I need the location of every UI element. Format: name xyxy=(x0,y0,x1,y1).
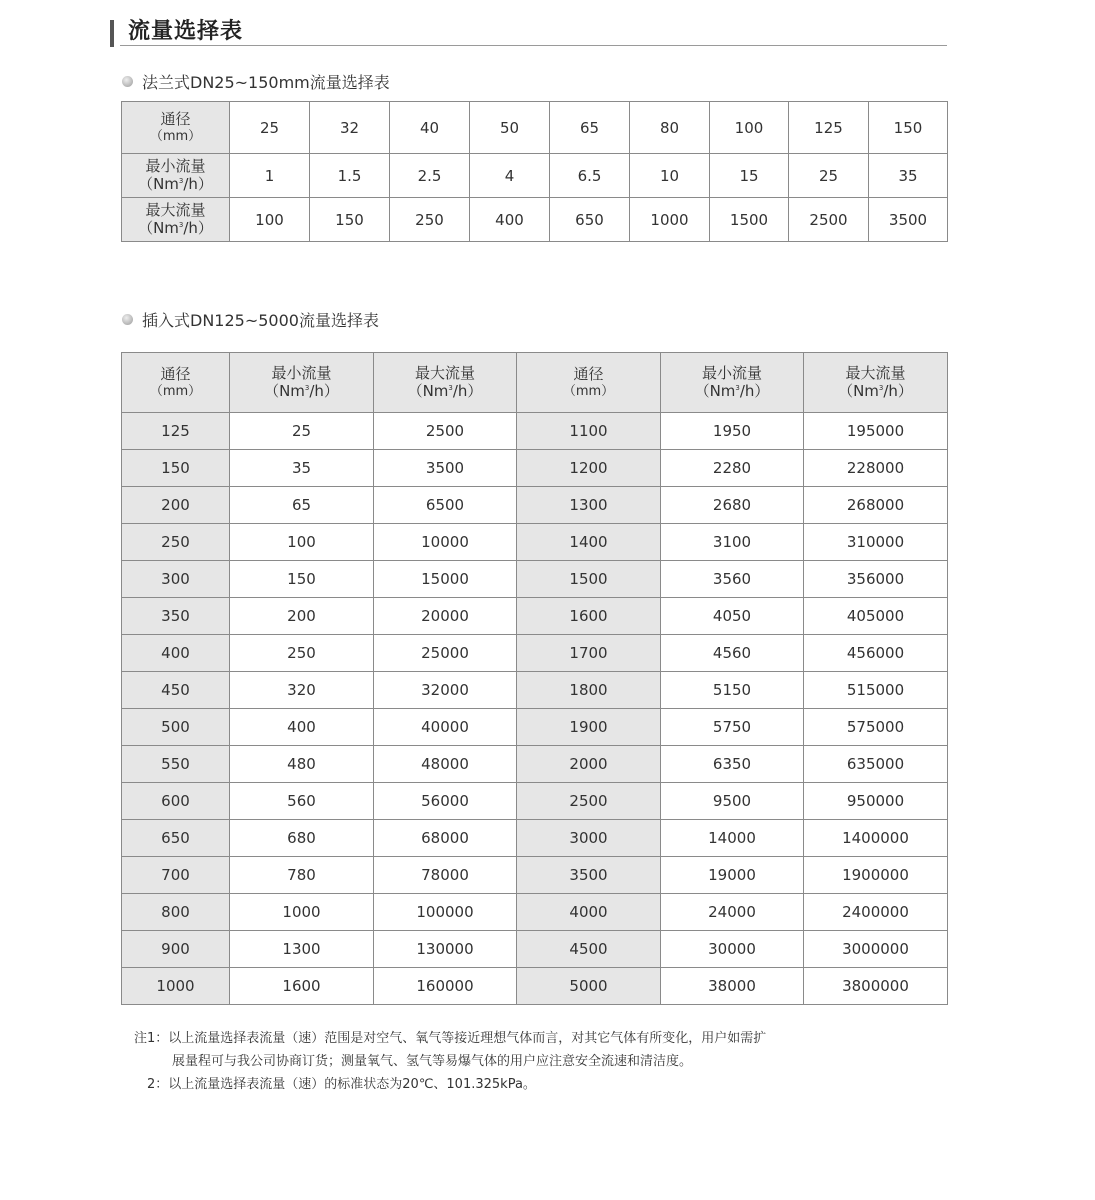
table-cell: 400 xyxy=(230,709,374,746)
table-cell: 25000 xyxy=(374,635,517,672)
column-header: 最小流量 （Nm$^3$/h） xyxy=(661,353,804,413)
table-cell: 400 xyxy=(122,635,230,672)
table-cell: 1300 xyxy=(517,487,661,524)
table-cell: 250 xyxy=(122,524,230,561)
table-cell: 48000 xyxy=(374,746,517,783)
table-cell: 4500 xyxy=(517,931,661,968)
table-cell: 1950 xyxy=(661,413,804,450)
table-cell: 14000 xyxy=(661,820,804,857)
table-cell: 200 xyxy=(230,598,374,635)
table-row xyxy=(122,894,948,931)
table-cell: 456000 xyxy=(804,635,948,672)
table-cell: 405000 xyxy=(804,598,948,635)
table-row xyxy=(122,783,948,820)
table-row xyxy=(122,931,948,968)
table-cell: 150 xyxy=(869,102,948,154)
table-cell: 900 xyxy=(122,931,230,968)
table-row xyxy=(122,198,948,242)
table-row xyxy=(122,487,948,524)
table-cell: 1100 xyxy=(517,413,661,450)
page-title: 流量选择表 xyxy=(128,19,244,44)
table-cell: 268000 xyxy=(804,487,948,524)
table-cell: 56000 xyxy=(374,783,517,820)
row-header-max-flow: 最大流量 （Nm$^3$/h） xyxy=(122,198,230,242)
table-cell: 10000 xyxy=(374,524,517,561)
table-cell: 25 xyxy=(230,413,374,450)
table-cell: 1600 xyxy=(230,968,374,1005)
table-cell: 300 xyxy=(122,561,230,598)
table-cell: 3000000 xyxy=(804,931,948,968)
table-cell: 1800 xyxy=(517,672,661,709)
table-cell: 19000 xyxy=(661,857,804,894)
table-cell: 635000 xyxy=(804,746,948,783)
table-cell: 4050 xyxy=(661,598,804,635)
table-row xyxy=(122,598,948,635)
table-cell: 6500 xyxy=(374,487,517,524)
table-cell: 400 xyxy=(470,198,550,242)
table-cell: 1000 xyxy=(230,894,374,931)
table-cell: 780 xyxy=(230,857,374,894)
column-header: 通径 （mm） xyxy=(122,353,230,413)
table-cell: 650 xyxy=(550,198,630,242)
table-cell: 700 xyxy=(122,857,230,894)
table-row xyxy=(122,709,948,746)
table-cell: 35 xyxy=(869,154,948,198)
column-header: 最小流量 （Nm$^3$/h） xyxy=(230,353,374,413)
table-cell: 2500 xyxy=(374,413,517,450)
table-row xyxy=(122,524,948,561)
table-cell: 100 xyxy=(230,524,374,561)
table-cell: 20000 xyxy=(374,598,517,635)
table-cell: 125 xyxy=(789,102,869,154)
table-cell: 35 xyxy=(230,450,374,487)
table-row xyxy=(122,672,948,709)
footnotes xyxy=(134,1027,766,1096)
table-cell: 150 xyxy=(310,198,390,242)
table-cell: 40000 xyxy=(374,709,517,746)
table-header-row xyxy=(122,353,948,413)
table-cell: 15000 xyxy=(374,561,517,598)
table-cell: 1300 xyxy=(230,931,374,968)
table-cell: 40 xyxy=(390,102,470,154)
table-cell: 3100 xyxy=(661,524,804,561)
table-cell: 1500 xyxy=(517,561,661,598)
table-cell: 480 xyxy=(230,746,374,783)
table-cell: 1700 xyxy=(517,635,661,672)
table-cell: 65 xyxy=(550,102,630,154)
header-divider xyxy=(120,45,947,46)
table-cell: 500 xyxy=(122,709,230,746)
table-cell: 1500 xyxy=(710,198,789,242)
table-cell: 65 xyxy=(230,487,374,524)
table-row xyxy=(122,154,948,198)
table-cell: 80 xyxy=(630,102,710,154)
table-cell: 160000 xyxy=(374,968,517,1005)
table-cell: 2680 xyxy=(661,487,804,524)
column-header: 通径 （mm） xyxy=(517,353,661,413)
table-cell: 356000 xyxy=(804,561,948,598)
table-cell: 32000 xyxy=(374,672,517,709)
table-cell: 4560 xyxy=(661,635,804,672)
bullet-icon xyxy=(122,314,133,325)
table-cell: 25 xyxy=(789,154,869,198)
table-cell: 680 xyxy=(230,820,374,857)
table-cell: 130000 xyxy=(374,931,517,968)
table-cell: 1400 xyxy=(517,524,661,561)
table-cell: 575000 xyxy=(804,709,948,746)
table-cell: 32 xyxy=(310,102,390,154)
table-cell: 250 xyxy=(390,198,470,242)
table-cell: 1900000 xyxy=(804,857,948,894)
table-cell: 68000 xyxy=(374,820,517,857)
table-cell: 3500 xyxy=(517,857,661,894)
flange-heading-text: 法兰式DN25~150mm流量选择表 xyxy=(142,73,390,92)
note-2: 2：以上流量选择表流量（速）的标准状态为20℃、101.325kPa。 xyxy=(147,1077,536,1092)
table-cell: 1900 xyxy=(517,709,661,746)
table-cell: 195000 xyxy=(804,413,948,450)
table-cell: 2000 xyxy=(517,746,661,783)
table-cell: 25 xyxy=(230,102,310,154)
column-header: 最大流量 （Nm$^3$/h） xyxy=(804,353,948,413)
insert-flow-table xyxy=(121,352,948,1005)
table-cell: 50 xyxy=(470,102,550,154)
table-cell: 3000 xyxy=(517,820,661,857)
table-row xyxy=(122,746,948,783)
table-cell: 4000 xyxy=(517,894,661,931)
note-1-line-1: 注1：以上流量选择表流量（速）范围是对空气、氧气等接近理想气体而言，对其它气体有所变化，用户如需扩 xyxy=(134,1031,767,1046)
flange-section-heading xyxy=(122,72,390,94)
table-row xyxy=(122,450,948,487)
table-cell: 100000 xyxy=(374,894,517,931)
table-row xyxy=(122,968,948,1005)
table-cell: 78000 xyxy=(374,857,517,894)
table-cell: 30000 xyxy=(661,931,804,968)
note-1-line-2: 展量程可与我公司协商订货；测量氧气、氢气等易爆气体的用户应注意安全流速和清洁度。 xyxy=(172,1054,693,1069)
table-cell: 1000 xyxy=(630,198,710,242)
column-header: 最大流量 （Nm$^3$/h） xyxy=(374,353,517,413)
table-cell: 6.5 xyxy=(550,154,630,198)
table-cell: 9500 xyxy=(661,783,804,820)
table-cell: 1.5 xyxy=(310,154,390,198)
table-row xyxy=(122,102,948,154)
insert-heading-text: 插入式DN125~5000流量选择表 xyxy=(142,311,379,330)
table-cell: 1200 xyxy=(517,450,661,487)
table-cell: 150 xyxy=(122,450,230,487)
table-cell: 4 xyxy=(470,154,550,198)
table-cell: 150 xyxy=(230,561,374,598)
row-header-min-flow: 最小流量 （Nm$^3$/h） xyxy=(122,154,230,198)
table-cell: 2500 xyxy=(789,198,869,242)
table-cell: 600 xyxy=(122,783,230,820)
table-cell: 1 xyxy=(230,154,310,198)
table-row xyxy=(122,820,948,857)
table-cell: 550 xyxy=(122,746,230,783)
table-row xyxy=(122,561,948,598)
table-cell: 3800000 xyxy=(804,968,948,1005)
table-cell: 450 xyxy=(122,672,230,709)
table-cell: 100 xyxy=(230,198,310,242)
table-cell: 10 xyxy=(630,154,710,198)
page-header xyxy=(108,10,948,46)
table-cell: 950000 xyxy=(804,783,948,820)
table-cell: 3500 xyxy=(869,198,948,242)
table-row xyxy=(122,413,948,450)
table-cell: 100 xyxy=(710,102,789,154)
table-cell: 310000 xyxy=(804,524,948,561)
table-cell: 24000 xyxy=(661,894,804,931)
table-cell: 515000 xyxy=(804,672,948,709)
table-cell: 800 xyxy=(122,894,230,931)
row-header-diameter: 通径 （mm） xyxy=(122,102,230,154)
table-cell: 2500 xyxy=(517,783,661,820)
table-cell: 1400000 xyxy=(804,820,948,857)
table-cell: 5000 xyxy=(517,968,661,1005)
table-cell: 650 xyxy=(122,820,230,857)
table-row xyxy=(122,635,948,672)
bullet-icon xyxy=(122,76,133,87)
insert-section-heading xyxy=(122,310,379,332)
table-cell: 1600 xyxy=(517,598,661,635)
table-cell: 1000 xyxy=(122,968,230,1005)
table-cell: 3560 xyxy=(661,561,804,598)
table-cell: 350 xyxy=(122,598,230,635)
table-cell: 320 xyxy=(230,672,374,709)
table-cell: 3500 xyxy=(374,450,517,487)
flange-flow-table xyxy=(121,101,948,242)
table-cell: 15 xyxy=(710,154,789,198)
table-cell: 125 xyxy=(122,413,230,450)
table-cell: 2280 xyxy=(661,450,804,487)
table-cell: 2400000 xyxy=(804,894,948,931)
table-cell: 250 xyxy=(230,635,374,672)
table-cell: 200 xyxy=(122,487,230,524)
table-cell: 560 xyxy=(230,783,374,820)
table-cell: 5150 xyxy=(661,672,804,709)
table-cell: 6350 xyxy=(661,746,804,783)
table-cell: 38000 xyxy=(661,968,804,1005)
table-cell: 228000 xyxy=(804,450,948,487)
header-accent-bar xyxy=(110,20,114,47)
table-cell: 5750 xyxy=(661,709,804,746)
table-row xyxy=(122,857,948,894)
table-cell: 2.5 xyxy=(390,154,470,198)
